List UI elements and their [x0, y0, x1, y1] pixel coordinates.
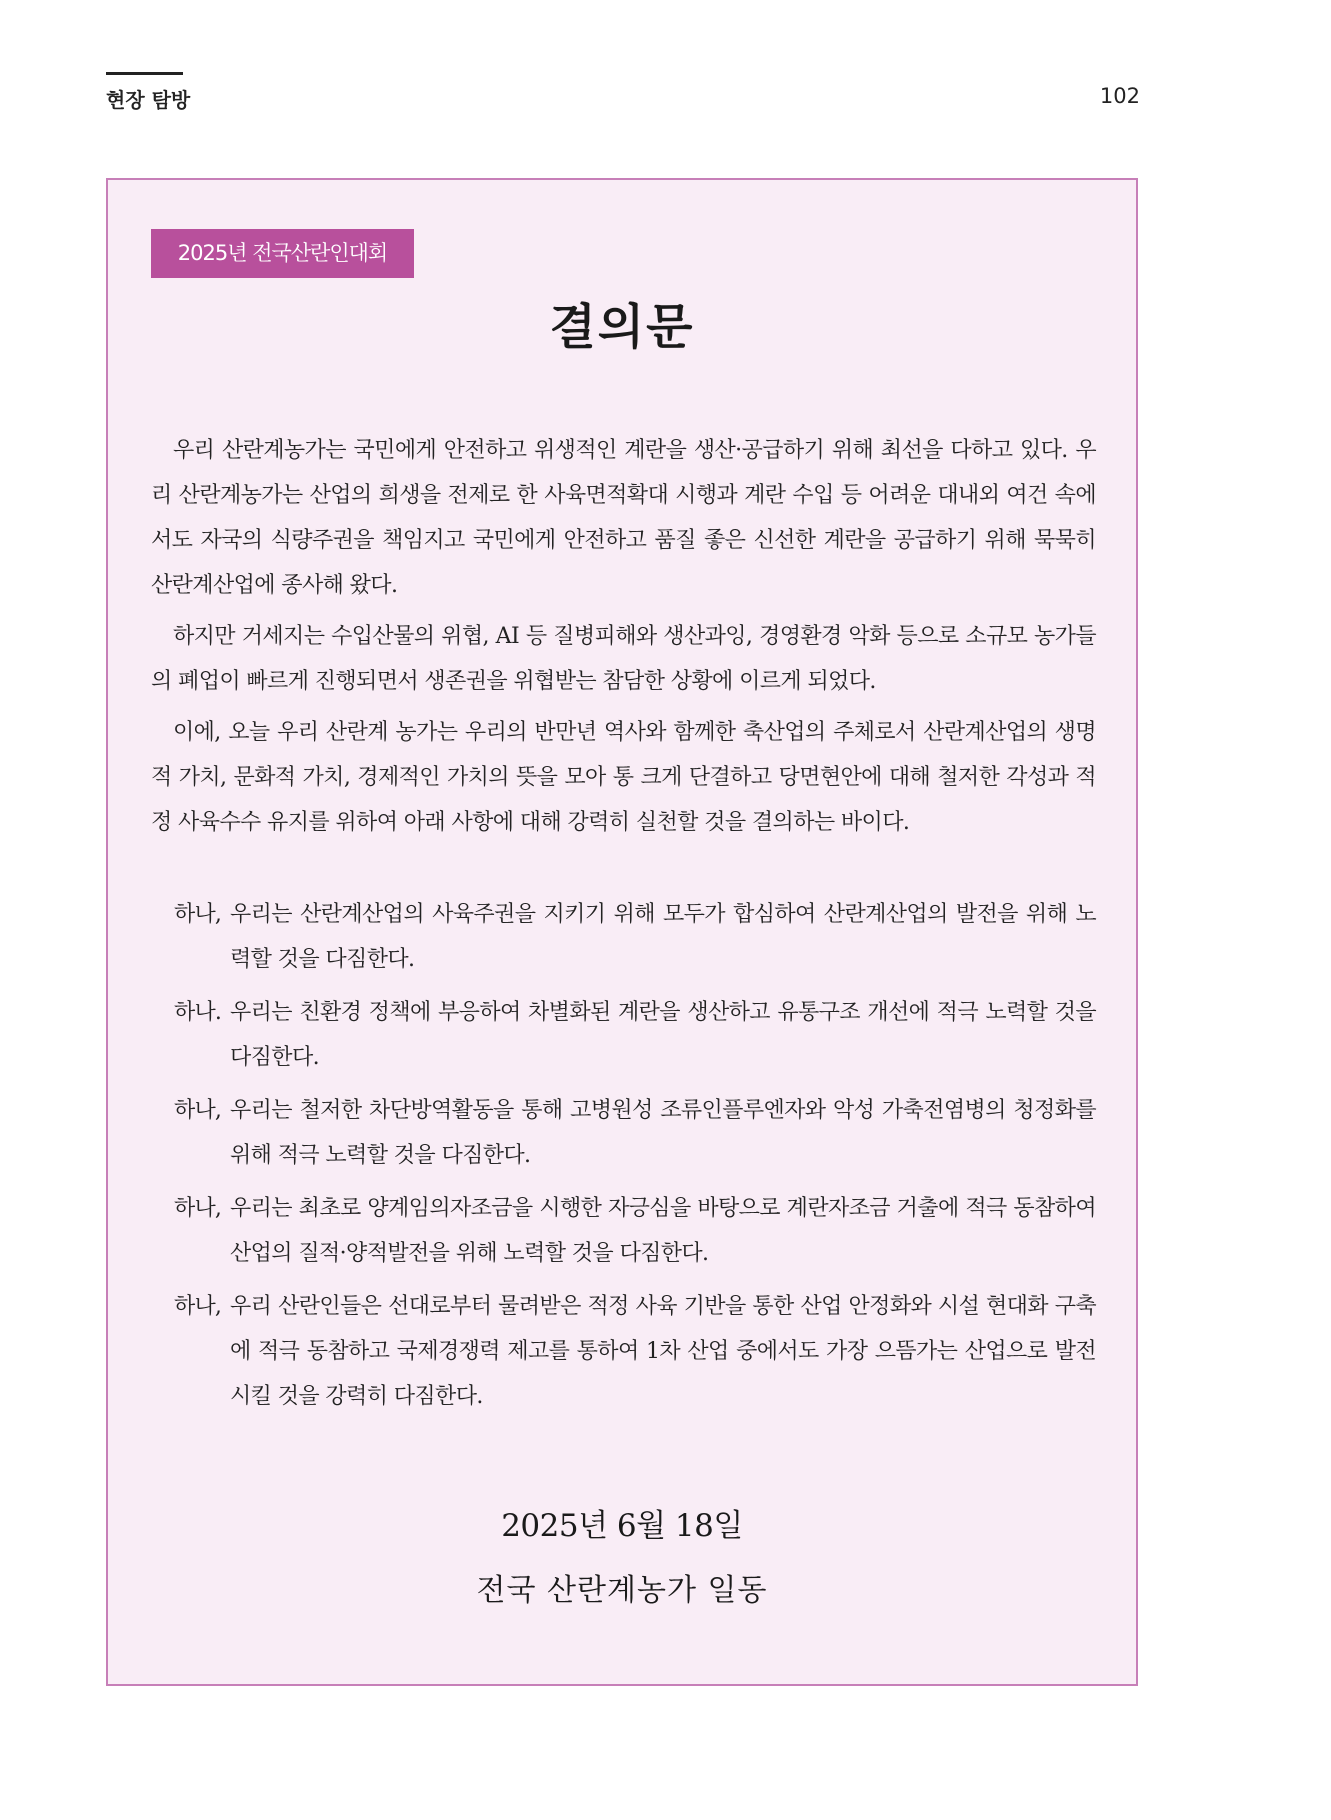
event-badge: 2025년 전국산란인대회 [151, 229, 414, 278]
resolution-item [174, 1284, 1096, 1419]
resolution-date: 2025년 6월 18일 [501, 1508, 743, 1544]
section-label: 현장 탐방 [106, 88, 191, 112]
resolution-text: 우리는 철저한 차단방역활동을 통해 고병원성 조류인플루엔자와 악성 가축전염병의 청정화를 위해 적극 노력할 것을 다짐한다. [230, 1098, 1096, 1168]
resolution-item [174, 892, 1096, 982]
preamble-paragraph: 하지만 거세지는 수입산물의 위협, AI 등 질병피해와 생산과잉, 경영환경 악화 등으로 소규모 농가들의 폐업이 빠르게 진행되면서 생존권을 위협받는 참담한 상황에 이르게 되었다. [151, 624, 1096, 694]
preamble [151, 428, 1096, 851]
preamble-paragraph: 이에, 오늘 우리 산란계 농가는 우리의 반만년 역사와 함께한 축산업의 주체로서 산란계산업의 생명적 가치, 문화적 가치, 경제적인 가치의 뜻을 모아 통 크게 단결하고 당면현안에 대해 철저한 각성과 적정 사육수수 유지를 위하여 아래 사항에 대해 강력히 실천할 것을 결의하는 바이다. [151, 720, 1096, 835]
resolution-prefix: 하나, [174, 1098, 222, 1123]
page-header [106, 72, 1140, 112]
document-title: 결의문 [549, 299, 695, 355]
resolution-prefix: 하나, [174, 1196, 222, 1221]
preamble-paragraph: 우리 산란계농가는 국민에게 안전하고 위생적인 계란을 생산·공급하기 위해 최선을 다하고 있다. 우리 산란계농가는 산업의 희생을 전제로 한 사육면적확대 시행과 계란 수입 등 어려운 대내외 여건 속에서도 자국의 식량주권을 책임지고 국민에게 안전하고 품질 좋은 신선한 계란을 공급하기 위해 묵묵히 산란계산업에 종사해 왔다. [151, 438, 1096, 598]
resolution-text: 우리 산란인들은 선대로부터 물려받은 적정 사육 기반을 통한 산업 안정화와 시설 현대화 구축에 적극 동참하고 국제경쟁력 제고를 통하여 1차 산업 중에서도 가장 으뜸가는 산업으로 발전시킬 것을 강력히 다짐한다. [230, 1294, 1096, 1409]
resolution-text: 우리는 최초로 양계임의자조금을 시행한 자긍심을 바탕으로 계란자조금 거출에 적극 동참하여 산업의 질적·양적발전을 위해 노력할 것을 다짐한다. [230, 1196, 1096, 1266]
resolution-item [174, 1186, 1096, 1276]
page-number: 102 [1099, 84, 1140, 108]
resolution-prefix: 하나, [174, 1294, 222, 1319]
resolution-item [174, 990, 1096, 1080]
header-rule [106, 72, 183, 75]
resolution-prefix: 하나, [174, 902, 222, 927]
resolution-box [106, 178, 1138, 1686]
resolution-item [174, 1088, 1096, 1178]
resolution-prefix: 하나. [174, 1000, 222, 1025]
resolution-text: 우리는 산란계산업의 사육주권을 지키기 위해 모두가 합심하여 산란계산업의 발전을 위해 노력할 것을 다짐한다. [230, 902, 1096, 972]
resolution-text: 우리는 친환경 정책에 부응하여 차별화된 계란을 생산하고 유통구조 개선에 적극 노력할 것을 다짐한다. [230, 1000, 1096, 1070]
resolution-list [174, 892, 1096, 1427]
signer: 전국 산란계농가 일동 [476, 1573, 768, 1608]
